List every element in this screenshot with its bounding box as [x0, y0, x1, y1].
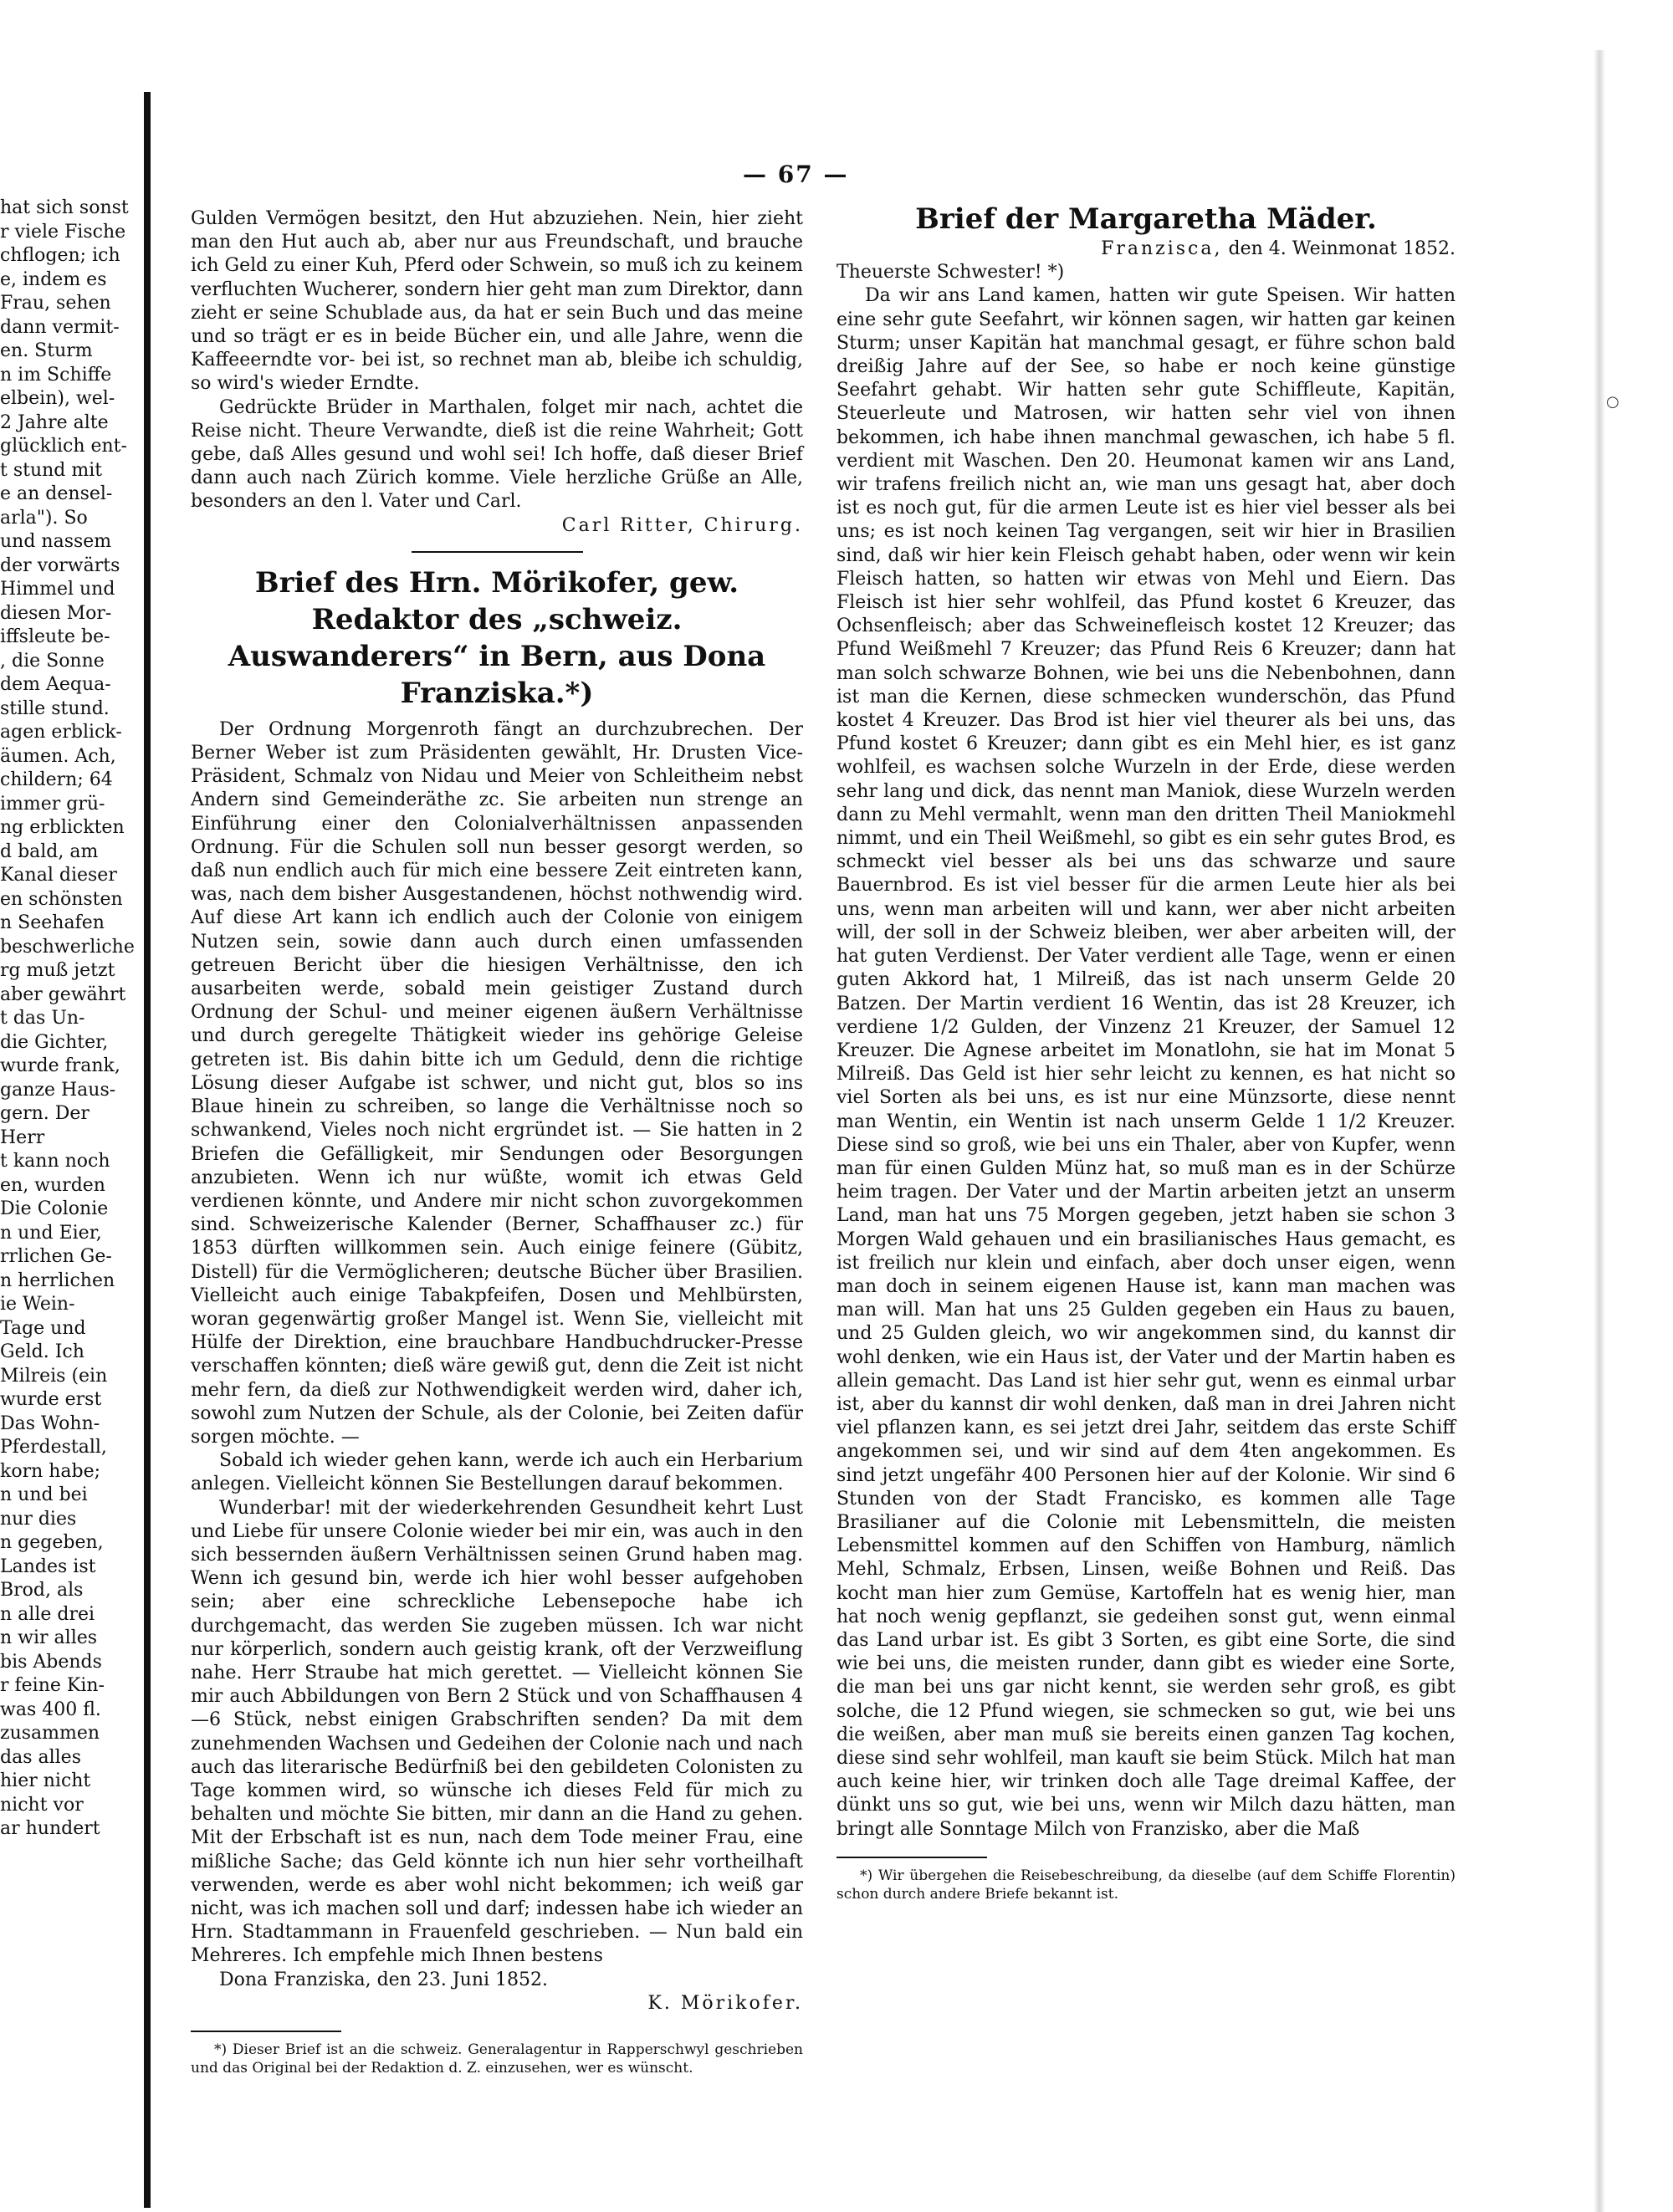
article-headline-maeder: Brief der Margaretha Mäder. — [915, 202, 1377, 236]
left-fragment-line: n wir alles — [0, 1627, 98, 1648]
left-fragment-line: Himmel und — [0, 579, 115, 600]
left-fragment-line: chflogen; ich — [0, 245, 120, 266]
footnote-rule — [191, 2031, 341, 2032]
article-dateline: Dona Franziska, den 23. Juni 1852. — [219, 1969, 548, 1990]
left-fragment-line: rg muß jetzt — [0, 960, 115, 981]
left-fragment-line: nicht vor — [0, 1794, 84, 1816]
intro-line: bei ist, so rechnet man ab, bleibe ich schuldig, so wird's wieder Erndte. — [191, 350, 803, 395]
left-fragment-line: hier nicht — [0, 1770, 91, 1791]
left-fragment-line: childern; 64 — [0, 769, 113, 790]
article-headline-moerikofer: Brief des Hrn. Mörikofer, gew. Redaktor des „schweiz. Auswanderers“ in Bern, aus Dona Franziska.*) — [228, 565, 766, 710]
left-fragment-line: d bald, am — [0, 840, 99, 862]
article-paragraph-3: Wunderbar! mit der wiederkehrenden Gesundheit kehrt Lust und Liebe für unsere Colonie wieder bei mir ein, was auch in den sich bessernden äußern Verhältnissen seinen Grund haben mag. Wenn ich gesund bin, werde ich hier wohl besser aufgehoben sein; aber eine schreckliche Lebensepoche habe ich durchgemacht, das werden Sie zugeben müssen. Ich war nicht nur körperlich, sondern auch geistig krank, oft der Verzweiflung nahe. Herr Straube hat mich gerettet. — Vielleicht können Sie mir auch Abbildungen von Bern 2 Stück und von Schaffhausen 4—6 Stück, nebst einigen Grabschriften senden? Da mit dem zunehmenden Wachsen und Gedeihen der Colonie nach und nach auch das literarische Bedürfniß bei den gebildeten Colonisten zu Tage kommen wird, so wünsche ich dieses Feld für mich zu behalten und möchte Sie bitten, mir dann an die Hand zu gehen. Mit der Erbschaft ist es nun, nach dem Tode meiner Frau, eine mißliche Sache; das Geld könnte ich nun hier sehr vortheilhaft verwenden, werde es aber wohl nicht bekommen; ich weiß gar nicht, was ich machen soll und darf; indessen habe ich wieder an Hrn. Stadtammann in Frauenfeld geschrieben. — Nun bald ein Mehreres. Ich empfehle mich Ihnen bestens — [191, 1497, 803, 1967]
middle-column — [191, 207, 803, 2077]
left-fragment-line: was 400 fl. — [0, 1699, 101, 1720]
left-fragment-line: t kann noch — [0, 1151, 110, 1172]
intro-lines — [191, 207, 803, 396]
intro-line: Wucherer, sondern hier geht man zum Direktor, dann zieht er seine — [191, 278, 803, 324]
left-fragment-line: beschwerliche — [0, 936, 135, 958]
left-fragment-line: Tage und — [0, 1317, 86, 1339]
left-fragment-line: rrlichen Ge- — [0, 1246, 112, 1267]
left-fragment-line: Herr — [0, 1126, 45, 1148]
left-fragment-line: äumen. Ach, — [0, 745, 116, 767]
left-fragment-line: Geld. Ich — [0, 1341, 84, 1362]
left-fragment-line: aber gewährt — [0, 983, 126, 1005]
left-fragment-line: iffsleute be- — [0, 626, 110, 647]
left-fragment-line: arla"). So — [0, 507, 88, 529]
left-fragment-line: Kanal dieser — [0, 865, 117, 886]
left-fragment-line: korn habe; — [0, 1460, 101, 1482]
left-fragment-line: Brod, als — [0, 1580, 84, 1601]
left-fragment-line: diesen Mor- — [0, 602, 112, 624]
left-fragment-line: hat sich sonst — [0, 197, 129, 218]
column-rule-left — [144, 92, 151, 2208]
left-fragment-line: das alles — [0, 1746, 81, 1768]
left-fragment-line: e an densel- — [0, 483, 113, 504]
left-fragment-line: n im Schiffe — [0, 364, 112, 386]
left-fragment-line: Frau, sehen — [0, 293, 111, 314]
article-paragraph-1: Der Ordnung Morgenroth fängt an durchzubrechen. Der Berner Weber ist zum Präsidenten gewählt, Hr. Drusten Vice-Präsident, Schmalz von Nidau und Meier von Schleitheim nebst Andern sind Gemeinderäthe zc. Sie arbeiten nun strenge an Einführung einer den Colonialverhältnissen anpassenden Ordnung. Für die Schulen soll nun besser gesorgt werden, so daß nun endlich auch für mich eine bessere Zeit eintreten kann, was, nach dem bisher Ausgestandenen, höchst nothwendig wird. Auf diese Art kann ich endlich auch der Colonie von einigem Nutzen sein, sowie dann auch durch einen umfassenden getreuen Bericht über die hiesigen Verhältnisse, den ich ausarbeiten werde, sobald mein geistiger Zustand durch Ordnung der Schul- und meiner eigenen äußern Verhältnisse und durch geregelte Thätigkeit wieder ins gehörige Geleise getreten ist. Bis dahin bitte ich um Geduld, denn die richtige Lösung dieser Aufgabe ist schwer, und nicht gut, blos so ins Blaue hinein zu schreiben, so lange die Verhältnisse noch so schwankend, Vieles noch nicht ergründet ist. — Sie hatten in 2 Briefen die Gefälligkeit, mir Sendungen oder Besorgungen anzubieten. Wenn ich nur wüßte, womit ich etwas Geld verdienen könnte, und Andere mir nicht schon zuvorgekommen sind. Schweizerische Kalender (Berner, Schaffhauser zc.) für 1853 dürften willkommen sein. Auch einige feinere (Gübitz, Distell) für die Vermöglicheren; deutsche Bücher über Brasilien. Vielleicht auch einige Tabakpfeifen, Dosen und Mehlbürsten, woran gegenwärtig großer Mangel ist. Wenn Sie, vielleicht mit Hülfe der Direktion, eine brauchbare Handbuchdrucker-Presse verschaffen könnten; dieß wäre gewiß gut, denn die Zeit ist nicht mehr fern, da dieß zur Nothwendigkeit werden wird, daher ich, sowohl zum Nutzen der Schule, als der Colonie, bei Zeiten dafür sorgen möchte. — — [191, 718, 803, 1448]
footnote-right: *) Wir übergehen die Reisebeschreibung, da dieselbe (auf dem Schiffe Florentin) schon durch andere Briefe bekannt ist. — [836, 1867, 1456, 1903]
left-fragment-line: Die Colonie — [0, 1198, 109, 1219]
left-fragment-line: n und Eier, — [0, 1222, 102, 1244]
section-separator — [412, 551, 583, 553]
left-fragment-line: wurde erst — [0, 1389, 102, 1410]
left-fragment-line: ie Wein- — [0, 1294, 75, 1315]
left-fragment-line: e, indem es — [0, 268, 107, 290]
left-fragment-line: wurde frank, — [0, 1055, 120, 1076]
left-fragment-line: Landes ist — [0, 1556, 96, 1577]
left-fragment-line: elbein), wel- — [0, 388, 115, 409]
left-fragment-line: en. Sturm — [0, 340, 93, 361]
left-fragment-line: 2 Jahre alte — [0, 411, 109, 433]
left-fragment-line: bis Abends — [0, 1651, 102, 1673]
left-fragment-line: glücklich ent- — [0, 436, 127, 457]
left-fragment-line: Das Wohn- — [0, 1413, 100, 1434]
left-fragment-line: stille stund. — [0, 697, 110, 719]
left-fragment-line: nur dies — [0, 1508, 77, 1530]
left-fragment-line: t stund mit — [0, 459, 103, 481]
left-fragment-line: dem Aequa- — [0, 674, 111, 695]
page-edge-shadow — [1594, 50, 1605, 2212]
left-fragment-line: dann vermit- — [0, 316, 120, 338]
left-fragment-line: zusammen — [0, 1723, 100, 1744]
left-fragment-line: und nassem — [0, 531, 112, 552]
left-column-fragment — [0, 197, 135, 1842]
left-fragment-line: n Seehafen — [0, 912, 105, 933]
left-fragment-line: n alle drei — [0, 1603, 95, 1625]
intro-line: es in beide Bücher ein, und alle Jahre, wenn die Kaffeeerndte vor- — [191, 326, 803, 371]
left-fragment-line: n gegeben, — [0, 1532, 104, 1553]
left-fragment-line: gern. Der — [0, 1103, 90, 1124]
left-fragment-line: die Gichter, — [0, 1031, 109, 1053]
article-paragraph-2: Sobald ich wieder gehen kann, werde ich auch ein Herbarium anlegen. Vielleicht können Sie Bestellungen darauf bekommen. — [191, 1450, 803, 1495]
footnote-rule-right — [836, 1857, 987, 1858]
margin-mark: ○ — [1606, 393, 1619, 411]
left-fragment-line: agen erblick- — [0, 722, 122, 743]
footnote-middle: *) Dieser Brief ist an die schweiz. Generalagentur in Rapperschwyl geschrieben und das Original bei der Redaktion d. Z. einzusehen, wer es wünscht. — [191, 2041, 803, 2077]
left-fragment-line: r viele Fische — [0, 221, 126, 243]
left-fragment-line: immer grü- — [0, 793, 105, 815]
intro-paragraph-1 — [191, 207, 803, 396]
right-column — [836, 201, 1456, 1903]
left-fragment-line: Milreis (ein — [0, 1365, 108, 1387]
left-fragment-line: ng erblickten — [0, 817, 125, 838]
letter-dateline: Franzisca, den 4. Weinmonat 1852. — [1101, 238, 1456, 259]
intro-line: Gulden Vermögen besitzt, den Hut abzuziehen. Nein, hier zieht man — [191, 208, 803, 253]
left-fragment-line: n herrlichen — [0, 1269, 115, 1291]
letter-body: Da wir ans Land kamen, hatten wir gute Speisen. Wir hatten eine sehr gute Seefahrt, wir können sagen, wir hatten gar keinen Sturm; unser Kapitän hat manchmal gesagt, er führe schon bald dreißig Jahre auf der See, so habe er noch keine günstige Seefahrt gehabt. Wir hatten sehr gute Schiffleute, Kapitän, Steuerleute und Matrosen, wir hatten sehr viel von ihnen bekommen, ich habe ihnen manchmal gewaschen, ich habe 5 fl. verdient mit Waschen. Den 20. Heumonat kamen wir ans Land, wir trafens freilich nicht an, wie man uns gesagt hat, aber doch ist es noch gut, für die armen Leute ist es hier viel besser als bei uns; es ist noch keinen Tag vergangen, seit wir hier in Brasilien sind, daß wir hier kein Fleisch gehabt haben, oder wenn wir kein Fleisch hatten, so hatten wir etwas von Mehl und Eiern. Das Fleisch ist hier sehr wohlfeil, das Pfund kostet 6 Kreuzer, das Ochsenfleisch; aber das Schweinefleisch kostet 12 Kreuzer; das Pfund Weißmehl 7 Kreuzer; das Pfund Reis 6 Kreuzer; dann hat man solch schwarze Bohnen, wie bei uns die Nebenbohnen, dann ist man die Kernen, diese schmecken wunderschön, das Pfund kostet 4 Kreuzer. Das Brod ist hier viel theurer als bei uns, das Pfund kostet 6 Kreuzer; dann gibt es ein Mehl hier, es ist ganz wohlfeil, es wachsen solche Wurzeln in der Erde, diese werden sehr lang und dick, das nennt man Maniok, diese Wurzeln werden dann zu Mehl vermahlt, wenn man den dritten Theil Maniokmehl nimmt, und ein Theil Weißmehl, so gibt es ein sehr gutes Brod, es schmeckt viel besser als bei uns das schwarze und saure Bauernbrod. Es ist viel besser für die armen Leute hier als bei uns, wenn man arbeiten will und kann, wer aber nicht arbeiten will, der soll in der Schweiz bleiben, wer aber arbeiten will, der hat guten Verdienst. Der Vater verdient alle Tage, wenn er einen guten Akkord hat, 1 Milreiß, das ist nach unserm Gelde 20 Batzen. Der Martin verdient 16 Wentin, das ist 28 Kreuzer, ich verdiene 1/2 Gulden, der Vinzenz 21 Kreuzer, der Samuel 12 Kreuzer. Die Agnese arbeitet im Monatlohn, sie hat im Monat 5 Milreiß. Das Geld ist hier sehr leicht zu kennen, es hat nicht so viel Sorten als bei uns, es ist nur eine Münzsorte, diese nennt man Wentin, ein Wentin ist nach unserm Gelde 1 1/2 Kreuzer. Diese sind so groß, wie bei uns ein Thaler, aber von Kupfer, wenn man für einen Gulden Münz hat, so muß man es in der Schürze heim tragen. Der Vater und der Martin arbeiten jetzt an unserm Land, man hat uns 75 Morgen gegeben, jetzt haben sie schon 3 Morgen Wald gehauen und ein brasilianisches Haus gemacht, es ist freilich nur klein und einfach, aber doch unser eigen, wenn man doch in seinem eigenen Hause ist, kann man machen was man will. Man hat uns 25 Gulden gegeben ein Haus zu bauen, und 25 Gulden gleich, wo wir angekommen sind, du kannst dir wohl denken, wie ein Haus ist, der Vater und der Martin haben es allein gemacht. Das Land ist hier sehr gut, wenn es einmal urbar ist, aber du kannst dir wohl denken, daß man in drei Jahren nicht viel pflanzen kann, es sei jetzt drei Jahr, seitdem das erste Schiff angekommen sei, und wir sind auf dem 4ten angekommen. Es sind jetzt ungefähr 400 Personen hier auf der Kolonie. Wir sind 6 Stunden von der Stadt Francisko, es kommen alle Tage Brasilianer auf die Colonie mit Lebensmitteln, die meisten Lebensmittel kommen auf den Schiffen von Hamburg, nämlich Mehl, Schmalz, Erbsen, Linsen, weiße Bohnen und Reiß. Das kocht man hier zum Gemüse, Kartoffeln hat es wenig hier, man hat noch wenig gepflanzt, sie gedeihen sonst gut, wenn einmal das Land urbar ist. Es gibt 3 Sorten, es gibt eine Sorte, die sind wie bei uns, die meisten runder, dann gibt es wieder eine Sorte, die man bei uns gar nicht kennt, sie werden sehr groß, es gibt solche, die 12 Pfund wiegen, sie schmecken so gut, wie bei uns die weißen, aber man muß sie bereits einen ganzen Tag kochen, diese sind sehr wohlfeil, man kauft sie beim Stück. Milch hat man auch keine hier, wir trinken doch alle Tage dreimal Kaffee, der dünkt uns so gut, wie bei uns, wenn wir Milch dazu hätten, man bringt alle Sonntage Milch von Franzisko, aber die Maß — [836, 285, 1456, 1840]
left-fragment-line: r feine Kin- — [0, 1675, 105, 1696]
article-signature: K. Mörikofer. — [647, 1992, 803, 2014]
left-fragment-line: ganze Haus- — [0, 1079, 116, 1101]
intro-line: den Hut auch ab, aber nur aus Freundschaft, und brauche ich Geld — [191, 232, 804, 277]
letter-salutation: Theuerste Schwester! *) — [836, 262, 1065, 284]
page-number: — 67 — — [743, 161, 849, 188]
intro-paragraph-2: Gedrückte Brüder in Marthalen, folget mir nach, achtet die Reise nicht. Theure Verwandte, dieß ist die reine Wahrheit; Gott gebe, daß Alles gesund und wohl sei! Ich hoffe, daß dieser Brief dann auch nach Zürich komme. Viele herzliche Grüße an Alle, besonders an den l. Vater und Carl. — [191, 396, 803, 513]
left-fragment-line: der vorwärts — [0, 554, 120, 576]
left-fragment-line: en schönsten — [0, 888, 123, 910]
left-fragment-line: ar hundert — [0, 1818, 100, 1839]
intro-line: zu einer Kuh, Pferd oder Schwein, so muß ich zu keinem verfluchten — [191, 255, 803, 300]
left-fragment-line: Pferdestall, — [0, 1437, 107, 1458]
left-fragment-line: t das Un- — [0, 1008, 85, 1029]
left-fragment-line: , die Sonne — [0, 650, 105, 672]
left-fragment-line: n und bei — [0, 1484, 88, 1505]
left-fragment-line: en, wurden — [0, 1174, 105, 1196]
intro-signature: Carl Ritter, Chirurg. — [561, 514, 803, 536]
intro-line: Schublade aus, da hat er sein Buch und das meine und so trägt er — [191, 302, 803, 348]
